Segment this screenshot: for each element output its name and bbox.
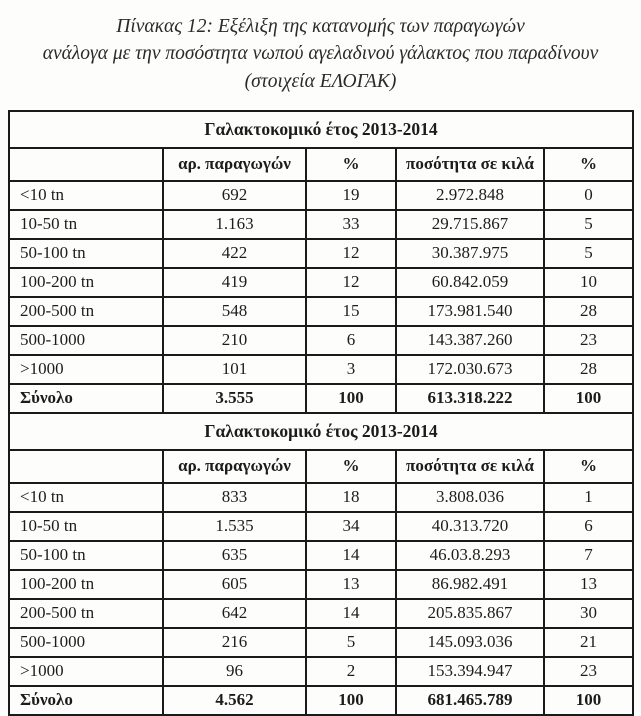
season-header: Γαλακτοκομικό έτος 2013-2014 (9, 413, 633, 450)
table-row (9, 210, 633, 239)
table-row (9, 628, 633, 657)
table-row (9, 657, 633, 686)
total-producers-pct: 100 (306, 384, 396, 413)
range-cell: >1000 (9, 355, 163, 384)
table-row (9, 326, 633, 355)
quantity-cell: 3.808.036 (396, 483, 544, 512)
caption-line-2: ανάλογα με την ποσόστητα νωπού αγελαδινού γάλακτος που παραδίνουν (42, 43, 599, 65)
quantity-cell: 173.981.540 (396, 297, 544, 326)
total-quantity: 613.318.222 (396, 384, 544, 413)
range-cell: 50-100 tn (9, 541, 163, 570)
range-cell: 500-1000 (9, 326, 163, 355)
range-cell: >1000 (9, 657, 163, 686)
table-row (9, 570, 633, 599)
quantity-pct-cell: 28 (544, 355, 633, 384)
quantity-pct-cell: 30 (544, 599, 633, 628)
producers-pct-cell: 2 (306, 657, 396, 686)
table-row (9, 512, 633, 541)
quantity-pct-cell: 5 (544, 239, 633, 268)
total-quantity-pct: 100 (544, 686, 633, 715)
section1-column-headers (9, 148, 633, 181)
total-label: Σύνολο (9, 686, 163, 715)
quantity-cell: 46.03.8.293 (396, 541, 544, 570)
range-cell: 200-500 tn (9, 297, 163, 326)
range-cell: 100-200 tn (9, 268, 163, 297)
producers-pct-cell: 18 (306, 483, 396, 512)
producers-pct-cell: 12 (306, 239, 396, 268)
producers-pct-cell: 15 (306, 297, 396, 326)
producers-cell: 642 (163, 599, 306, 628)
quantity-cell: 153.394.947 (396, 657, 544, 686)
quantity-cell: 172.030.673 (396, 355, 544, 384)
quantity-pct-cell: 1 (544, 483, 633, 512)
season-header: Γαλακτοκομικό έτος 2013-2014 (9, 111, 633, 148)
range-cell: 100-200 tn (9, 570, 163, 599)
producers-pct-cell: 3 (306, 355, 396, 384)
total-producers: 3.555 (163, 384, 306, 413)
producers-pct-cell: 12 (306, 268, 396, 297)
producers-pct-cell: 34 (306, 512, 396, 541)
producers-cell: 101 (163, 355, 306, 384)
table-row (9, 541, 633, 570)
col-header-percent-1: % (306, 148, 396, 181)
producers-pct-cell: 14 (306, 599, 396, 628)
range-cell: 10-50 tn (9, 210, 163, 239)
producers-cell: 216 (163, 628, 306, 657)
quantity-cell: 86.982.491 (396, 570, 544, 599)
col-header-percent-1: % (306, 450, 396, 483)
table-row (9, 297, 633, 326)
table-row (9, 355, 633, 384)
table-row (9, 268, 633, 297)
quantity-cell: 60.842.059 (396, 268, 544, 297)
producers-cell: 548 (163, 297, 306, 326)
producers-pct-cell: 14 (306, 541, 396, 570)
total-label: Σύνολο (9, 384, 163, 413)
table-row (9, 181, 633, 210)
producers-pct-cell: 19 (306, 181, 396, 210)
producers-pct-cell: 6 (306, 326, 396, 355)
caption-line-3: (στοιχεία ΕΛΟΓΑΚ) (244, 70, 397, 92)
quantity-pct-cell: 7 (544, 541, 633, 570)
producers-cell: 96 (163, 657, 306, 686)
quantity-cell: 143.387.260 (396, 326, 544, 355)
quantity-pct-cell: 13 (544, 570, 633, 599)
table-row (9, 483, 633, 512)
range-cell: 50-100 tn (9, 239, 163, 268)
col-header-producers: αρ. παραγωγών (163, 450, 306, 483)
section2-season-row (9, 413, 633, 450)
producers-cell: 1.535 (163, 512, 306, 541)
producers-cell: 422 (163, 239, 306, 268)
section2-total-row (9, 686, 633, 715)
col-header-empty (9, 148, 163, 181)
producers-cell: 210 (163, 326, 306, 355)
total-quantity: 681.465.789 (396, 686, 544, 715)
producers-cell: 1.163 (163, 210, 306, 239)
quantity-pct-cell: 6 (544, 512, 633, 541)
producers-cell: 833 (163, 483, 306, 512)
col-header-percent-2: % (544, 148, 633, 181)
quantity-pct-cell: 23 (544, 326, 633, 355)
table-row (9, 599, 633, 628)
range-cell: 500-1000 (9, 628, 163, 657)
col-header-quantity: ποσότητα σε κιλά (396, 450, 544, 483)
quantity-pct-cell: 28 (544, 297, 633, 326)
col-header-empty (9, 450, 163, 483)
section1-season-row (9, 111, 633, 148)
quantity-cell: 145.093.036 (396, 628, 544, 657)
table-row (9, 239, 633, 268)
quantity-pct-cell: 5 (544, 210, 633, 239)
producers-pct-cell: 33 (306, 210, 396, 239)
quantity-cell: 2.972.848 (396, 181, 544, 210)
total-producers: 4.562 (163, 686, 306, 715)
quantity-cell: 40.313.720 (396, 512, 544, 541)
quantity-pct-cell: 23 (544, 657, 633, 686)
quantity-cell: 29.715.867 (396, 210, 544, 239)
quantity-cell: 30.387.975 (396, 239, 544, 268)
range-cell: 200-500 tn (9, 599, 163, 628)
range-cell: <10 tn (9, 181, 163, 210)
section2-column-headers (9, 450, 633, 483)
caption-line-1: Πίνακας 12: Εξέλιξη της κατανομής των παραγωγών (116, 16, 525, 37)
col-header-quantity: ποσότητα σε κιλά (396, 148, 544, 181)
milk-distribution-table (8, 110, 634, 716)
col-header-percent-2: % (544, 450, 633, 483)
range-cell: 10-50 tn (9, 512, 163, 541)
quantity-pct-cell: 10 (544, 268, 633, 297)
producers-cell: 692 (163, 181, 306, 210)
producers-pct-cell: 13 (306, 570, 396, 599)
total-quantity-pct: 100 (544, 384, 633, 413)
producers-cell: 419 (163, 268, 306, 297)
producers-cell: 605 (163, 570, 306, 599)
col-header-producers: αρ. παραγωγών (163, 148, 306, 181)
section1-total-row (9, 384, 633, 413)
quantity-pct-cell: 0 (544, 181, 633, 210)
range-cell: <10 tn (9, 483, 163, 512)
producers-cell: 635 (163, 541, 306, 570)
quantity-pct-cell: 21 (544, 628, 633, 657)
total-producers-pct: 100 (306, 686, 396, 715)
quantity-cell: 205.835.867 (396, 599, 544, 628)
table-caption (6, 13, 635, 95)
producers-pct-cell: 5 (306, 628, 396, 657)
